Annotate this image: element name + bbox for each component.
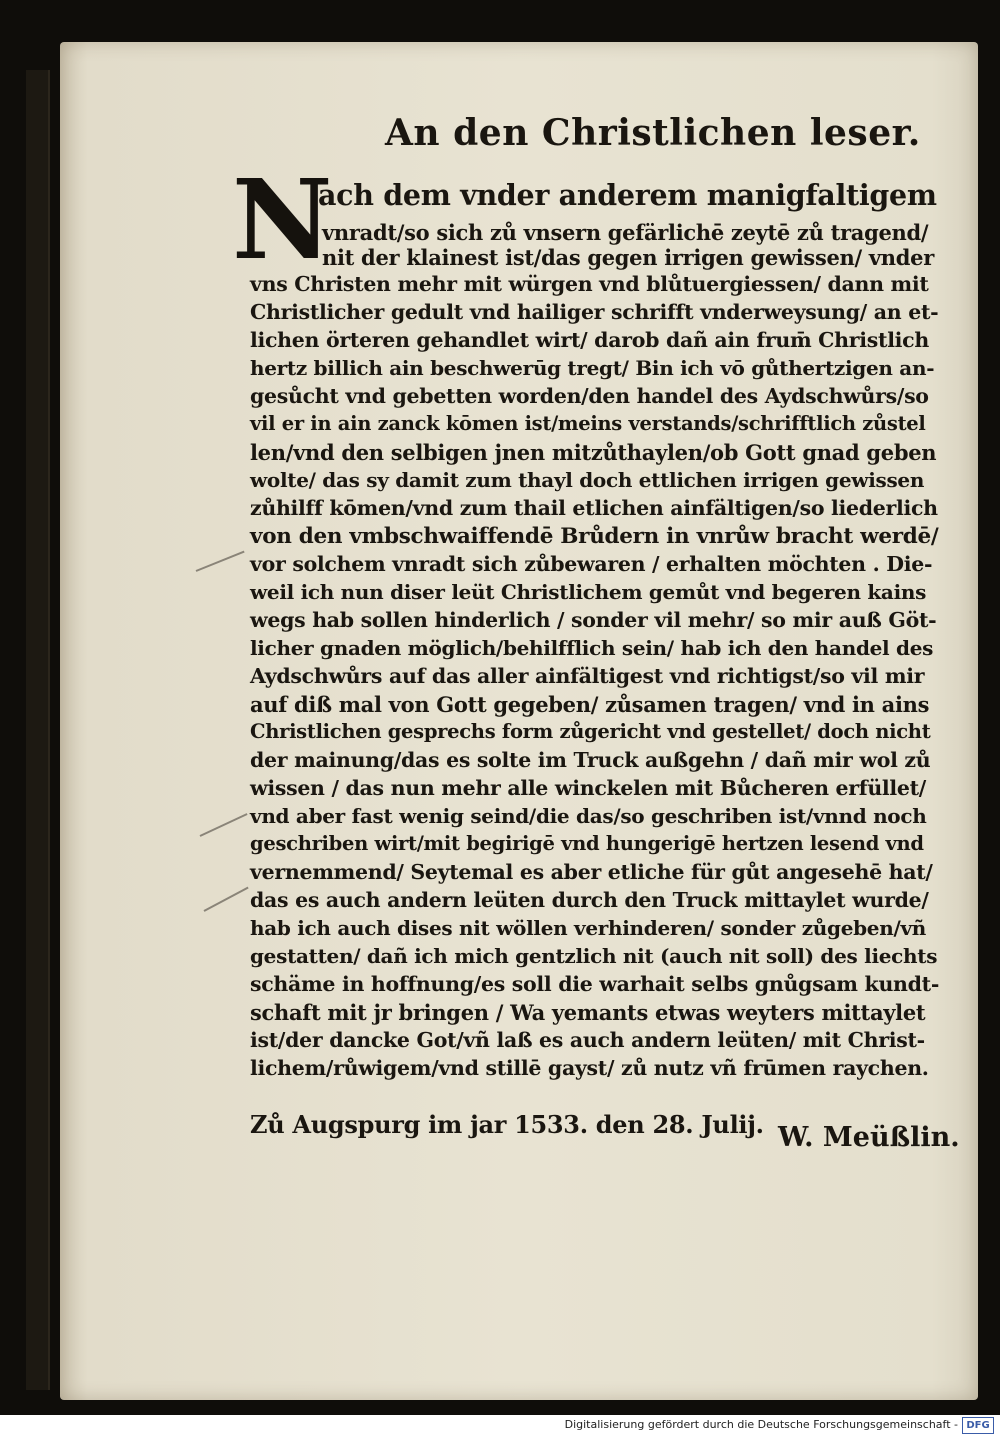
dfg-logo: DFG <box>962 1417 994 1434</box>
text-line: vil er in ain zanck kōmen ist/meins verstands/schrifftlich zůstel <box>250 412 926 435</box>
digitization-footer <box>0 1415 1000 1437</box>
text-line: Christlichen gesprechs form zůgericht vnd gestellet/ doch nicht <box>250 720 931 743</box>
decorated-initial: N <box>232 155 333 284</box>
text-line: lichem/růwigem/vnd stillē gayst/ zů nutz vñ frūmen raychen. <box>250 1056 929 1080</box>
text-line: vns Christen mehr mit würgen vnd blůtuergiessen/ dann mit <box>250 272 929 296</box>
text-line: wegs hab sollen hinderlich / sonder vil mehr/ so mir auß Göt- <box>250 608 937 632</box>
text-line: auf diß mal von Gott gegeben/ zůsamen tragen/ vnd in ains <box>250 692 930 717</box>
text-line: wissen / das nun mehr alle winckelen mit Bůcheren erfüllet/ <box>250 776 926 800</box>
text-line: schaft mit jr bringen / Wa yemants etwas weyters mittaylet <box>250 1000 926 1025</box>
text-line: len/vnd den selbigen jnen mitzůthaylen/ob Gott gnad geben <box>250 440 937 465</box>
text-line: lichen örteren gehandlet wirt/ darob dañ ain frum̄ Christlich <box>250 328 929 352</box>
text-line: ist/der dancke Got/vñ laß es auch andern leüten/ mit Christ- <box>250 1028 925 1052</box>
text-line: licher gnaden möglich/behilfflich sein/ hab ich den handel des <box>250 636 934 660</box>
text-line: hab ich auch dises nit wöllen verhinderen/ sonder zůgeben/vñ <box>250 916 927 940</box>
text-line: vor solchem vnradt sich zůbewaren / erhalten möchten . Die- <box>250 552 933 576</box>
text-line: von den vmbschwaiffendē Brůdern in vnrůw bracht werdē/ <box>250 524 939 549</box>
text-line: geschriben wirt/mit begirigē vnd hungerigē hertzen lesend vnd <box>250 832 924 855</box>
author-signature: W. Meüßlin. <box>778 1122 960 1153</box>
text-line: ach dem vnder anderem manigfaltigem <box>318 178 937 212</box>
book-spine <box>26 70 50 1390</box>
text-line: vnradt/so sich zů vnsern gefärlichē zeytē zů tragend/ <box>322 220 929 245</box>
text-line: Zů Augspurg im jar 1533. den 28. Julij. <box>250 1110 764 1139</box>
text-line: Aydschwůrs auf das aller ainfältigest vnd richtigst/so vil mir <box>250 664 925 688</box>
text-line: zůhilff kōmen/vnd zum thail etlichen ainfältigen/so liederlich <box>250 496 938 520</box>
funding-credit: Digitalisierung gefördert durch die Deutsche Forschungsgemeinschaft - <box>564 1418 958 1431</box>
text-line: vernemmend/ Seytemal es aber etliche für gůt angesehē hat/ <box>250 860 933 884</box>
text-line: der mainung/das es solte im Truck außgehn / dañ mir wol zů <box>250 748 931 772</box>
text-line: weil ich nun diser leüt Christlichem gemůt vnd begeren kains <box>250 580 927 604</box>
text-line: vnd aber fast wenig seind/die das/so geschriben ist/vnnd noch <box>250 804 927 828</box>
text-line: hertz billich ain beschwerūg tregt/ Bin ich vō gůthertzigen an- <box>250 356 935 380</box>
page-heading: An den Christlichen leser. <box>385 112 921 154</box>
text-line: wolte/ das sy damit zum thayl doch ettlichen irrigen gewissen <box>250 468 925 492</box>
text-line: schäme in hoffnung/es soll die warhait selbs gnůgsam kundt- <box>250 972 940 996</box>
text-line: gestatten/ dañ ich mich gentzlich nit (auch nit soll) des liechts <box>250 944 938 968</box>
text-line: nit der klainest ist/das gegen irrigen gewissen/ vnder <box>322 245 934 270</box>
text-line: das es auch andern leüten durch den Truck mittaylet wurde/ <box>250 888 929 912</box>
text-line: Christlicher gedult vnd hailiger schrifft vnderweysung/ an et- <box>250 300 939 324</box>
text-line: gesůcht vnd gebetten worden/den handel des Aydschwůrs/so <box>250 384 929 408</box>
